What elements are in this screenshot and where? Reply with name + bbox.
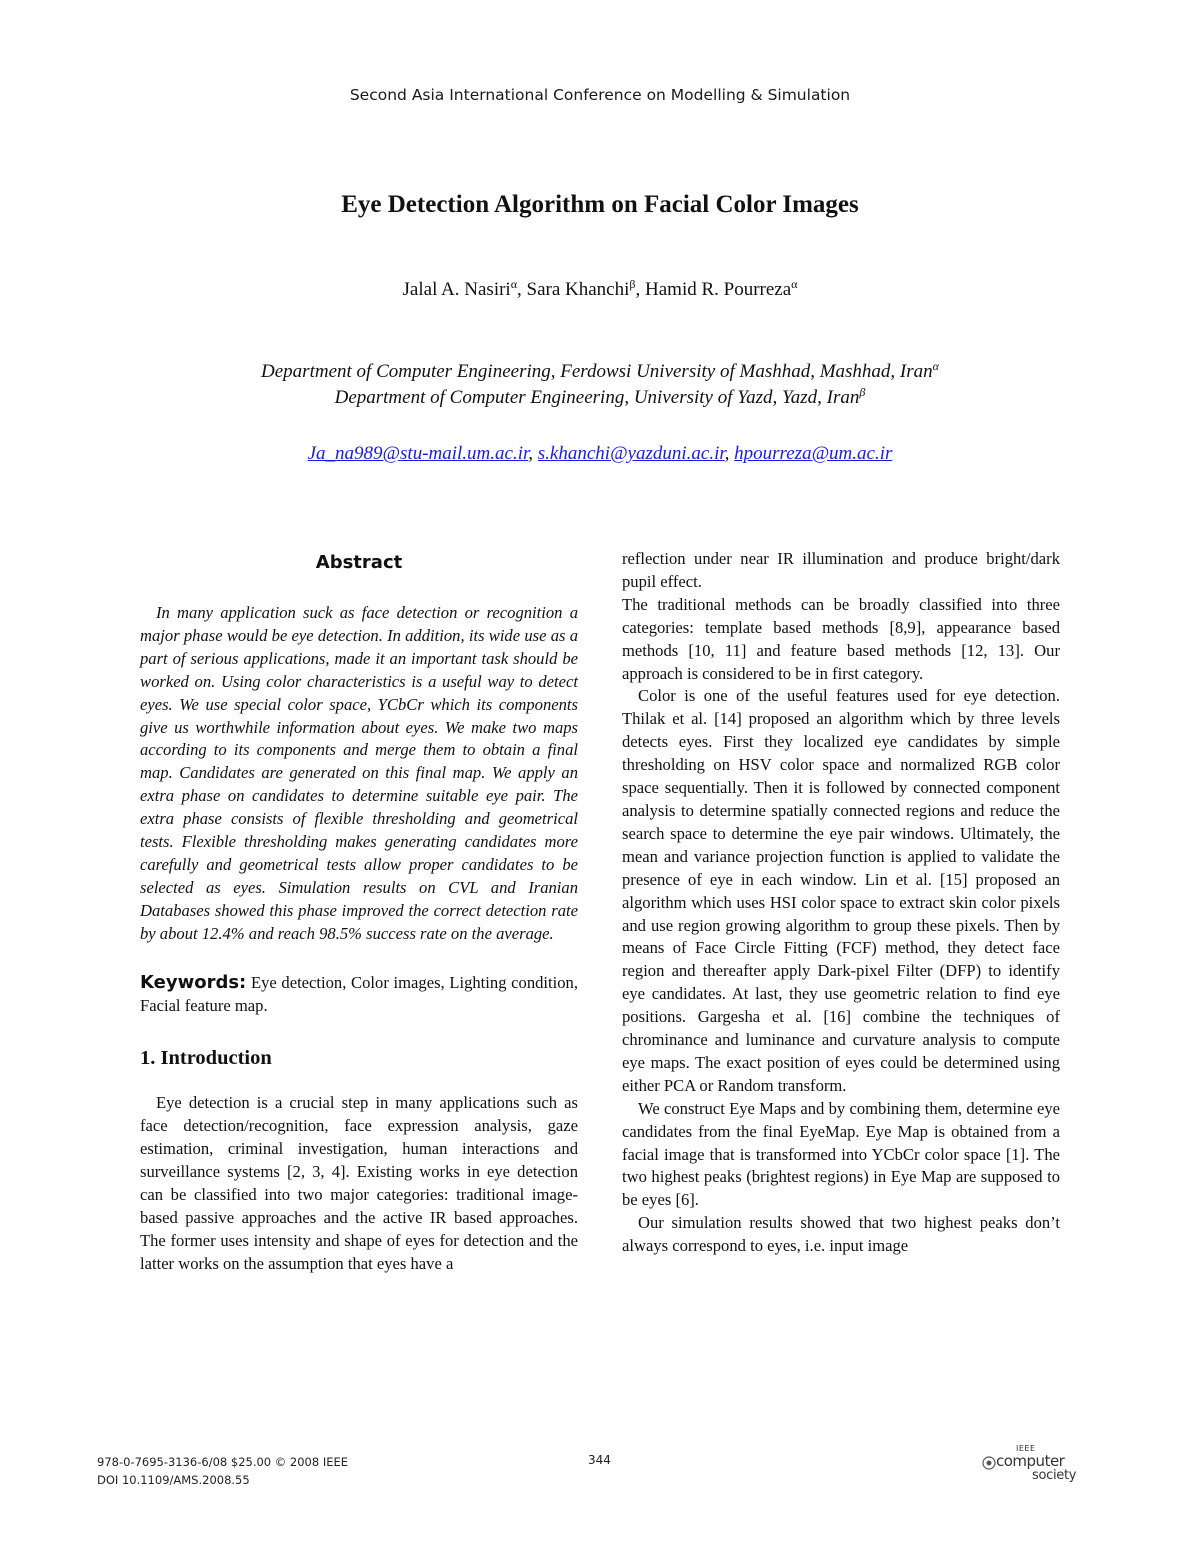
computer-society-logo — [976, 1444, 1086, 1486]
email-separator: , — [724, 443, 735, 464]
affiliation-marker: α — [932, 359, 939, 373]
logo-ieee-text: IEEE — [1016, 1444, 1036, 1453]
abstract-heading: Abstract — [315, 552, 403, 573]
author-list: Jalal A. Nasiri$^\alpha$, Sara Khanchi$^\beta$, Hamid R. Pourreza$^\alpha$ — [402, 277, 798, 300]
affiliation-text: Department of Computer Engineering, Ferdowsi University of Mashhad, Mashhad, Iran — [261, 361, 933, 382]
author-marker: α — [510, 277, 518, 291]
author-name: Sara Khanchi — [526, 279, 630, 300]
author-name: Jalal A. Nasiri — [402, 279, 511, 300]
body-paragraph: Color is one of the useful features used for eye detection. Thilak et al. [14] proposed an algorithm which by three levels detects eyes. First they localized eye candidates by simple thresholding on HSV color space and normalized RGB color space sequentially. Then it is followed by connected component analysis to determine spatially connected regions and reduce the search space to determine the eye pair windows. Ultimately, the mean and variance projection function is applied to validate the presence of eye in each window. Lin et al. [15] proposed an algorithm which uses HSI color space to extract skin color pixels and use region growing algorithm to group these pixels. Then by means of Face Circle Fitting (FCF) method, they detect face region and thereafter apply Dark-pixel Filter (DFP) to identify eye candidates. At last, they use geometric relation to find eye positions. Gargesha et al. [16] combine the techniques of chrominance and luminance and curvature analysis to compute eye maps. The exact position of eyes could be determined using either PCA or Random transform. — [622, 686, 1060, 1095]
keywords-text: Eye detection, Color images, Lighting condition, Facial feature map. — [140, 972, 579, 1015]
author-marker: α — [791, 277, 798, 291]
body-paragraph: The traditional methods can be broadly classified into three categories: template based methods [8,9], appearance based methods [10, 11] and feature based methods [12, 13]. Our approach is considered to be in first category. — [622, 594, 1060, 683]
email-link[interactable]: Ja_na989@stu-mail.um.ac.ir — [307, 443, 529, 464]
abstract-text: In many application suck as face detection or recognition a major phase would be eye detection. In addition, its wide use as a part of serious applications, made it an important task should be worked on. Using color characteristics is a useful way to detect eyes. We use special color space, YCbCr which its components give us worthwhile information about eyes. We make two maps according to its components and merge them to obtain a final map. Candidates are generated on this final map. We apply an extra phase on candidates to determine suitable eye pair. The extra phase consists of flexible thresholding and geometrical tests. Flexible thresholding makes generating candidates more carefully and geometrical tests allow proper candidates to be selected as eyes. Simulation results on CVL and Iranian Databases showed this phase improved the correct detection rate by about 12.4% and reach 98.5% success rate on the average. — [140, 603, 578, 943]
email-link[interactable]: hpourreza@um.ac.ir — [734, 443, 893, 464]
keywords-label: Keywords: — [140, 971, 247, 993]
affiliation-text: Department of Computer Engineering, University of Yazd, Yazd, Iran — [334, 387, 860, 408]
footer-publication-info — [97, 1453, 348, 1489]
page-number: 344 — [588, 1453, 611, 1467]
body-paragraph: We construct Eye Maps and by combining them, determine eye candidates from the final EyeMap. Eye Map is obtained from a facial image that is transformed into YCbCr color space [1]. The two highest peaks (brightest regions) in Eye Map are supposed to be eyes [6]. — [622, 1098, 1060, 1210]
left-column — [140, 548, 578, 1276]
affiliation — [0, 387, 1200, 409]
email-link[interactable]: s.khanchi@yazduni.ac.ir — [537, 443, 725, 464]
body-paragraph: Eye detection is a crucial step in many applications such as face detection/recognition, face expression analysis, gaze estimation, criminal investigation, human interactions and surveillance systems [2, 3, 4]. Existing works in eye detection can be classified into two major categories: traditional image-based passive approaches and the active IR based approaches. The former uses intensity and shape of eyes for detection and the latter works on the assumption that eyes have a — [140, 1093, 578, 1273]
author-marker: β — [629, 277, 636, 291]
conference-header: Second Asia International Conference on Modelling & Simulation — [349, 86, 851, 104]
section-heading-introduction: 1. Introduction — [140, 1047, 272, 1070]
email-separator: , — [528, 443, 538, 464]
footer-isbn: 978-0-7695-3136-6/08 $25.00 © 2008 IEEE — [97, 1455, 349, 1469]
keywords — [140, 972, 578, 1018]
body-paragraph: Our simulation results showed that two highest peaks don’t always correspond to eyes, i.e. input image — [622, 1213, 1060, 1256]
email-list — [0, 443, 1200, 465]
affiliation — [0, 361, 1200, 383]
body-paragraph: reflection under near IR illumination and produce bright/dark pupil effect. — [622, 549, 1060, 591]
author-name: Hamid R. Pourreza — [645, 279, 792, 300]
right-column — [622, 548, 1060, 1258]
logo-computer-text: computer — [996, 1452, 1065, 1470]
logo-society-text: society — [1032, 1468, 1077, 1483]
footer-doi: DOI 10.1109/AMS.2008.55 — [97, 1473, 250, 1487]
logo-mark-icon — [982, 1456, 996, 1470]
affiliation-marker: β — [859, 385, 866, 399]
paper-title: Eye Detection Algorithm on Facial Color Images — [341, 191, 859, 218]
